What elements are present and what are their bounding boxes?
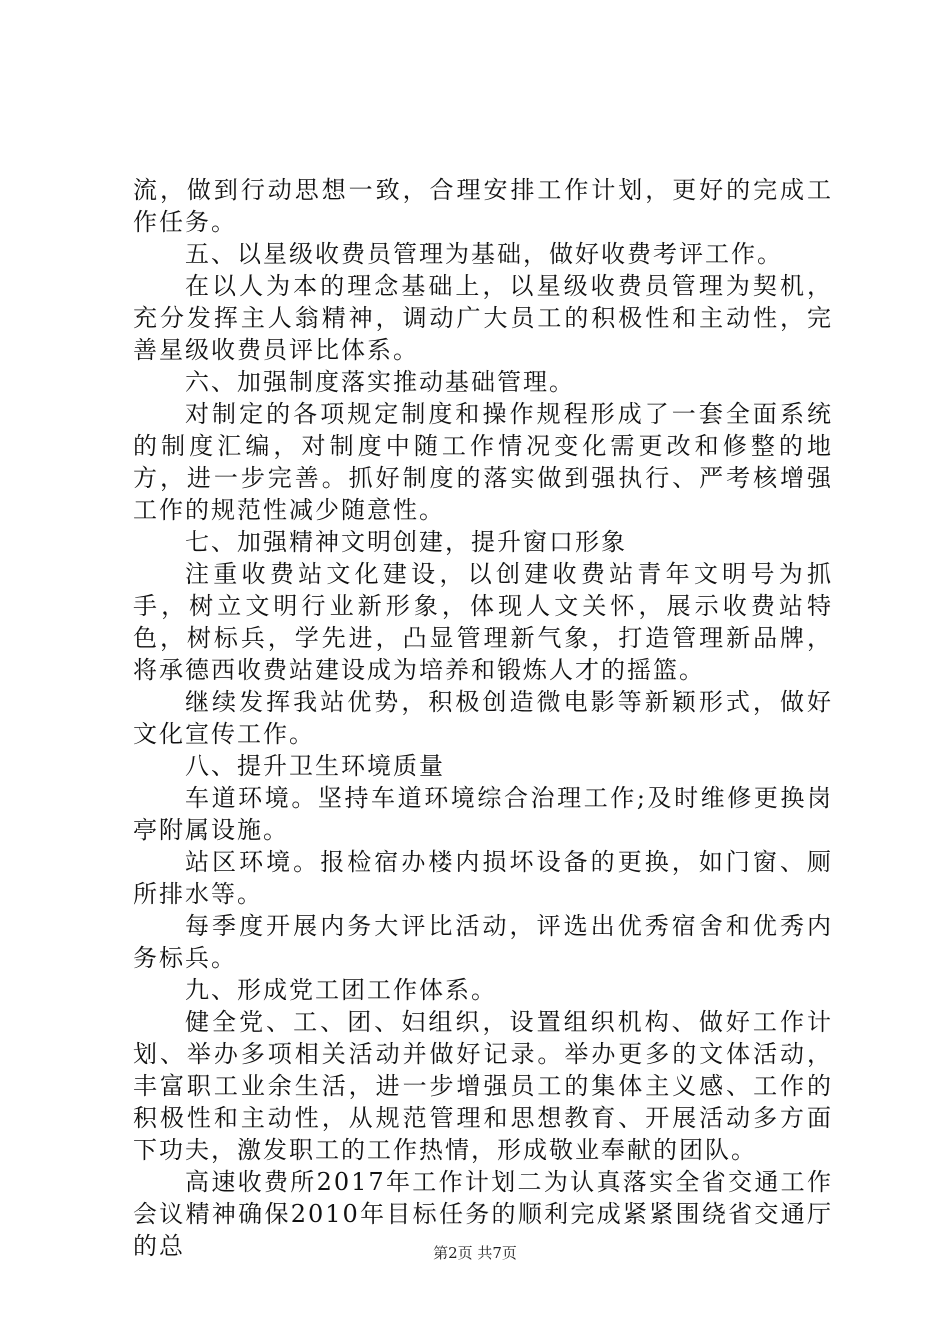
paragraph: 站区环境。报检宿办楼内损坏设备的更换，如门窗、厕所排水等。 [133,848,833,908]
page-footer: 第2页 共7页 [433,1244,517,1262]
document-body [133,174,833,1262]
paragraph: 注重收费站文化建设，以创建收费站青年文明号为抓手，树立文明行业新形象，体现人文关怀，展示收费站特色，树标兵，学先进，凸显管理新气象，打造管理新品牌，将承德西收费站建设成为培养和锻炼人才的摇篮。 [133,560,833,684]
paragraph: 对制定的各项规定制度和操作规程形成了一套全面系统的制度汇编，对制度中随工作情况变化需更改和修整的地方，进一步完善。抓好制度的落实做到强执行、严考核增强工作的规范性减少随意性。 [133,400,833,524]
paragraph: 继续发挥我站优势，积极创造微电影等新颖形式，做好文化宣传工作。 [133,688,833,748]
section-heading-9: 九、形成党工团工作体系。 [185,976,497,1004]
paragraph-continuation: 流，做到行动思想一致，合理安排工作计划，更好的完成工作任务。 [133,176,833,236]
paragraph: 健全党、工、团、妇组织，设置组织机构、做好工作计划、举办多项相关活动并做好记录。举办更多的文体活动，丰富职工业余生活，进一步增强员工的集体主义感、工作的积极性和主动性，从规范管理和思想教育、开展活动多方面下功夫，激发职工的工作热情，形成敬业奉献的团队。 [133,1008,833,1164]
paragraph: 在以人为本的理念基础上，以星级收费员管理为契机，充分发挥主人翁精神，调动广大员工的积极性和主动性，完善星级收费员评比体系。 [133,272,833,364]
section-heading-5: 五、以星级收费员管理为基础，做好收费考评工作。 [185,240,783,268]
section-heading-7: 七、加强精神文明创建，提升窗口形象 [185,528,627,556]
paragraph: 车道环境。坚持车道环境综合治理工作;及时维修更换岗亭附属设施。 [133,784,833,844]
section-heading-6: 六、加强制度落实推动基础管理。 [185,368,575,396]
section-heading-8: 八、提升卫生环境质量 [185,752,445,780]
paragraph: 高速收费所2017年工作计划二为认真落实全省交通工作会议精神确保2010年目标任务的顺利完成紧紧围绕省交通厅的总 [133,1168,833,1260]
paragraph: 每季度开展内务大评比活动，评选出优秀宿舍和优秀内务标兵。 [133,912,833,972]
